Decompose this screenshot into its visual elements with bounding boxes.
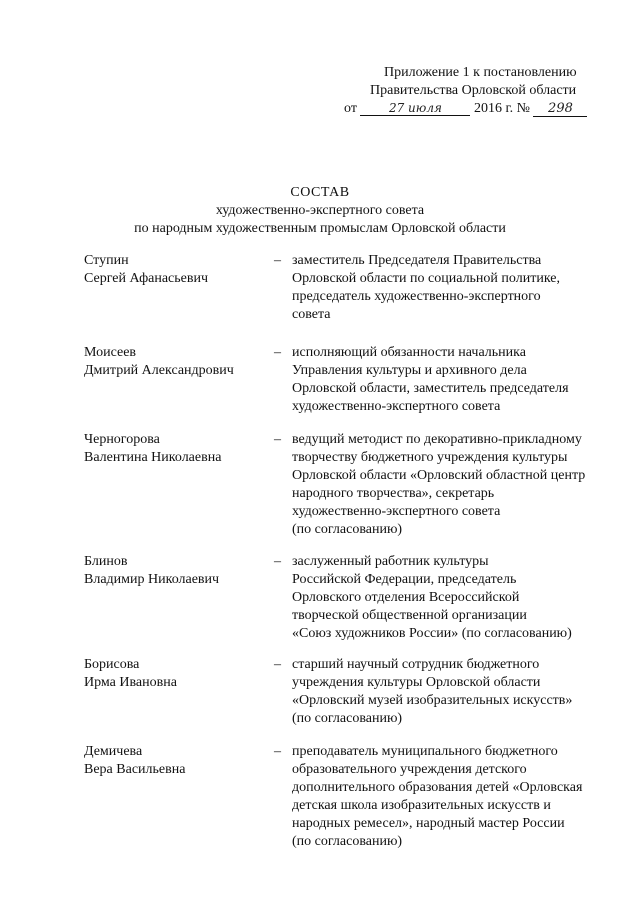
member-surname: Моисеев [84, 345, 137, 360]
member-surname: Ступин [84, 253, 129, 268]
appendix-date-prefix: от [344, 101, 357, 116]
handwritten-number: 298 [533, 102, 587, 117]
member-role: заместитель Председателя Правительства Орловской области по социальной политике, председатель художественно-экспертного совета [292, 253, 560, 322]
member-role: ведущий методист по декоративно-прикладному творчеству бюджетного учреждения культуры Орловской области «Орловский областной центр народного творчества», секретарь художественно-экспертного совета (по согласованию) [292, 432, 586, 537]
member-given-name: Владимир Николаевич [84, 572, 220, 587]
member-given-name: Валентина Николаевна [84, 450, 222, 465]
member-name [84, 656, 264, 692]
member-given-name: Сергей Афанасьевич [84, 271, 209, 286]
member-given-name: Ирма Ивановна [84, 675, 177, 690]
member-name [84, 252, 264, 288]
document-subtitle-1: художественно-экспертного совета [215, 203, 425, 218]
document-title: СОСТАВ [290, 185, 350, 200]
appendix-line-2: Правительства Орловской области [370, 83, 577, 98]
member-given-name: Вера Васильевна [84, 762, 186, 777]
member-name [84, 431, 264, 467]
member-name [84, 344, 264, 380]
member-role: старший научный сотрудник бюджетного учреждения культуры Орловской области «Орловский музей изобразительных искусств» (по согласованию) [292, 657, 573, 726]
appendix-year: 2016 г. № [473, 101, 530, 116]
member-surname: Черногорова [84, 432, 160, 447]
member-surname: Демичева [84, 744, 143, 759]
member-dash: – [274, 744, 281, 759]
member-dash: – [274, 253, 281, 268]
member-role: исполняющий обязанности начальника Управления культуры и архивного дела Орловской области, заместитель председателя художественно-экспертного совета [292, 345, 569, 414]
member-name [84, 553, 264, 589]
member-role: заслуженный работник культуры Российской Федерации, председатель Орловского отделения Всероссийской творческой общественной организации «Союз художников России» (по согласованию) [292, 554, 572, 641]
member-name [84, 743, 264, 779]
member-given-name: Дмитрий Александрович [84, 363, 234, 378]
appendix-date-line [344, 100, 620, 118]
member-dash: – [274, 554, 281, 569]
member-dash: – [274, 345, 281, 360]
document-title-block [0, 184, 640, 238]
appendix-line-1: Приложение 1 к постановлению [384, 65, 577, 80]
document-subtitle-2: по народным художественным промыслам Орловской области [134, 221, 506, 236]
member-role: преподаватель муниципального бюджетного образовательного учреждения детского дополнительного образования детей «Орловская детская школа изобразительных искусств и народных ремесел», народный мастер России (по согласованию) [292, 744, 583, 849]
member-dash: – [274, 432, 281, 447]
member-dash: – [274, 657, 281, 672]
handwritten-date: 27 июля [360, 101, 470, 116]
appendix-block [344, 64, 620, 118]
member-surname: Блинов [84, 554, 128, 569]
member-surname: Борисова [84, 657, 140, 672]
